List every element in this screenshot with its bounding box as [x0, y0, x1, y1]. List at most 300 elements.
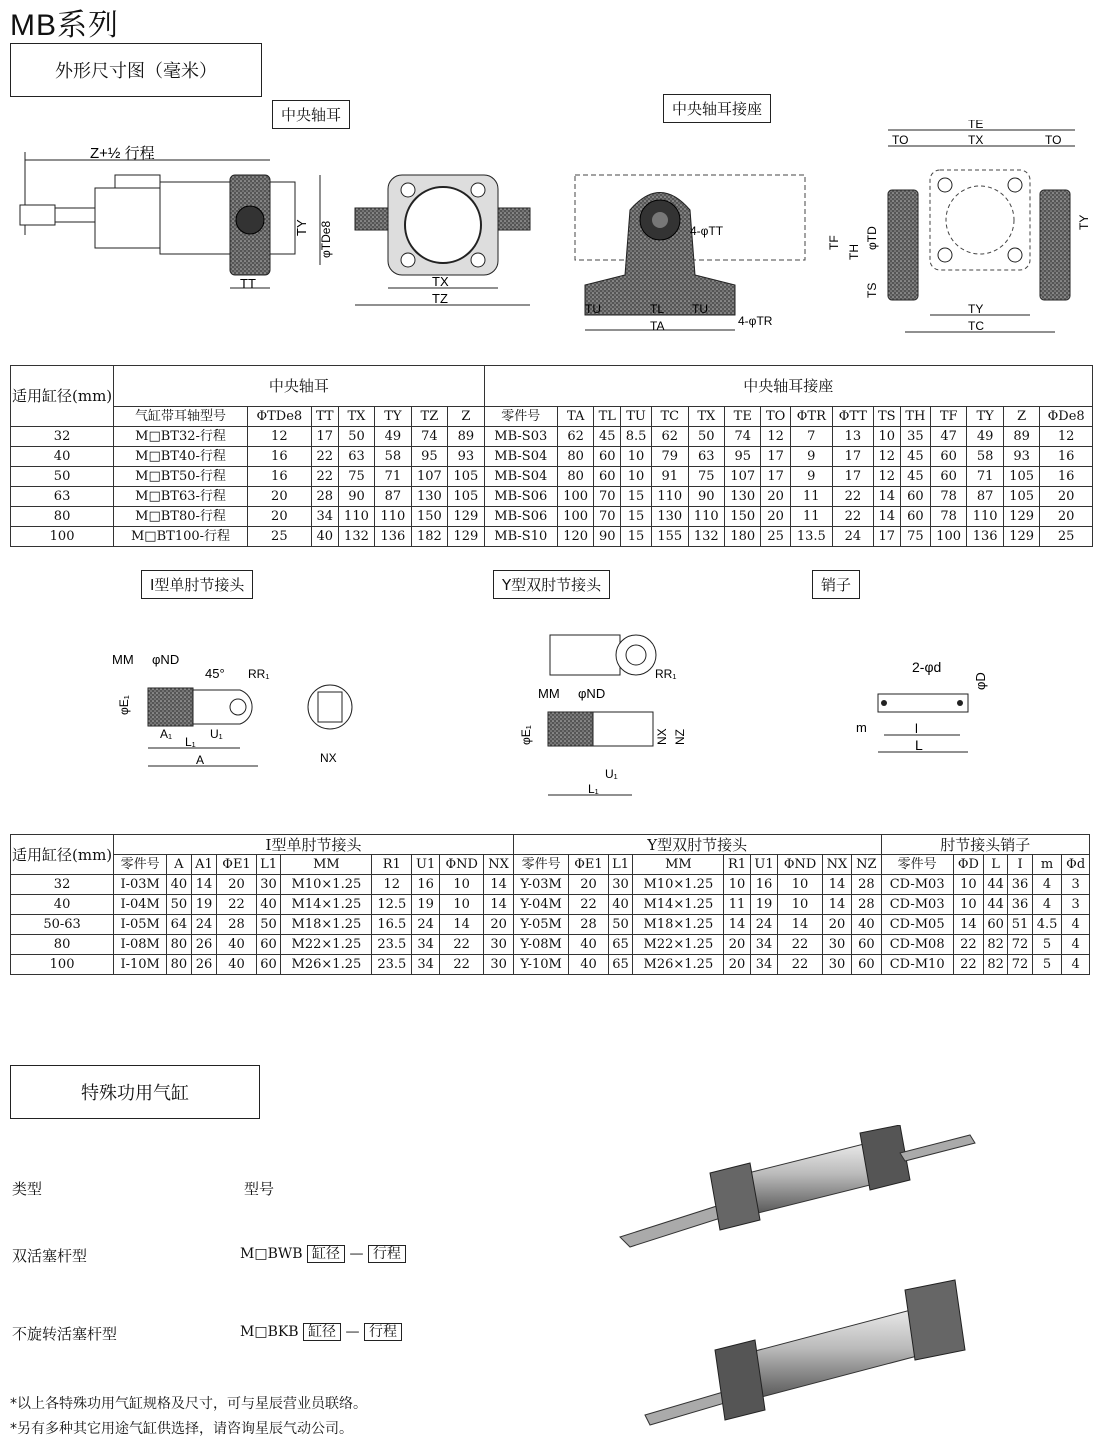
table-cell: 17 — [832, 467, 873, 487]
table-cell: 40 — [608, 895, 633, 915]
table-cell: 80 — [11, 507, 114, 527]
table-cell: 129 — [1003, 507, 1039, 527]
table-cell: 14 — [822, 875, 852, 895]
table-cell: 16 — [247, 447, 311, 467]
table-cell: 110 — [652, 487, 688, 507]
table-cell: 90 — [338, 487, 374, 507]
te-label: TE — [968, 120, 984, 131]
tde8-label: φTDe8 — [319, 220, 333, 258]
table-cell: 82 — [983, 935, 1007, 955]
table-cell: 20 — [822, 915, 852, 935]
table-cell: 22 — [311, 467, 338, 487]
table-cell: 4.5 — [1032, 915, 1062, 935]
type-double-rod: 双活塞杆型 — [12, 1247, 88, 1265]
table-cell: 14 — [724, 915, 750, 935]
table2-col-header: R1 — [372, 855, 412, 875]
bracket-tag: 中央轴耳接座 — [663, 94, 771, 123]
table-cell: 40 — [11, 447, 114, 467]
tt-label: TT — [240, 276, 256, 291]
table-cell: 16 — [1040, 467, 1093, 487]
a1-label: A₁ — [160, 727, 173, 741]
table-cell: 100 — [11, 955, 114, 975]
trunnion-front-view — [294, 175, 530, 306]
table-cell: 26 — [191, 955, 217, 975]
table-cell: Y-10M — [513, 955, 568, 975]
table-cell: 34 — [750, 935, 778, 955]
rr-label: RR₁ — [248, 667, 270, 681]
table-cell: 100 — [557, 487, 593, 507]
table-cell: 180 — [725, 527, 761, 547]
table-cell: 75 — [688, 467, 724, 487]
table-cell: 91 — [652, 467, 688, 487]
table-cell: 20 — [247, 487, 311, 507]
trunnion-tag: 中央轴耳 — [272, 100, 350, 129]
table-cell: 87 — [375, 487, 411, 507]
table-cell: 74 — [411, 427, 447, 447]
bracket-front-view — [827, 120, 1091, 333]
table-cell: 60 — [983, 915, 1007, 935]
table-cell: I-03M — [114, 875, 167, 895]
table-cell: 13 — [832, 427, 873, 447]
table-cell: 75 — [338, 467, 374, 487]
table-row — [11, 447, 1093, 467]
z-stroke-label: Z+½ 行程 — [90, 145, 155, 162]
table-cell: 95 — [725, 447, 761, 467]
table-row — [11, 507, 1093, 527]
bore-box: 缸径 — [303, 1323, 341, 1341]
table2-col-header: L1 — [256, 855, 281, 875]
trunnion-dimension-table — [10, 365, 1093, 547]
note-1: *以上各特殊功用气缸规格及尺寸，可与星辰营业员联络。 — [10, 1396, 367, 1412]
tl-label: TL — [650, 302, 665, 316]
table-cell: 25 — [761, 527, 790, 547]
table-cell: 12 — [873, 447, 900, 467]
table-cell: 16 — [1040, 447, 1093, 467]
bore-header: 适用缸径(mm) — [11, 366, 114, 427]
stroke-box: 行程 — [368, 1245, 406, 1263]
type-non-rotating: 不旋转活塞杆型 — [12, 1325, 118, 1343]
u1-label-2: U₁ — [605, 767, 618, 781]
table-cell: 89 — [448, 427, 484, 447]
table-cell: 44 — [983, 875, 1007, 895]
table-cell: CD-M05 — [881, 915, 953, 935]
table-row — [11, 527, 1093, 547]
tu-label: TU — [585, 302, 601, 316]
table1-col-header: TY — [375, 407, 411, 427]
table-cell: M□BT32-行程 — [114, 427, 248, 447]
table-cell: 80 — [167, 955, 191, 975]
table-cell: 10 — [621, 467, 652, 487]
double-rod-cylinder-photo — [620, 1125, 975, 1247]
table-cell: 17 — [761, 467, 790, 487]
table-cell: 16 — [750, 875, 778, 895]
table-cell: 20 — [484, 915, 514, 935]
table-cell: 4 — [1032, 895, 1062, 915]
dash: — — [345, 1324, 360, 1340]
table2-col-header: L — [983, 855, 1007, 875]
table1-col-header: ΦDe8 — [1040, 407, 1093, 427]
table1-col-header: TS — [873, 407, 900, 427]
table-cell: 130 — [411, 487, 447, 507]
table-cell: 70 — [594, 507, 621, 527]
table2-col-header: A — [167, 855, 191, 875]
bore-header-2: 适用缸径(mm) — [11, 835, 114, 875]
table-cell: CD-M08 — [881, 935, 953, 955]
table-cell: 82 — [983, 955, 1007, 975]
table-cell: 155 — [652, 527, 688, 547]
table1-col-header: TA — [557, 407, 593, 427]
table-cell: 60 — [594, 447, 621, 467]
table-cell: MB-S06 — [484, 507, 557, 527]
table-cell: 45 — [900, 467, 930, 487]
table-cell: 30 — [256, 875, 281, 895]
table-row — [11, 935, 1090, 955]
table-cell: 14 — [484, 895, 514, 915]
table-cell: 80 — [11, 935, 114, 955]
table-cell: 129 — [1003, 527, 1039, 547]
table-cell: 14 — [484, 875, 514, 895]
mm-label: MM — [112, 652, 134, 667]
table-cell: MB-S04 — [484, 467, 557, 487]
table-cell: 3 — [1062, 895, 1090, 915]
table-cell: 60 — [900, 507, 930, 527]
table-cell: 14 — [953, 915, 983, 935]
table-cell: 63 — [338, 447, 374, 467]
table-cell: 25 — [247, 527, 311, 547]
tr4-label: 4-φTR — [738, 314, 773, 328]
table-cell: 49 — [375, 427, 411, 447]
table-cell: 62 — [652, 427, 688, 447]
table-cell: 95 — [411, 447, 447, 467]
nx-label: NX — [320, 751, 337, 765]
table1-col-header: 零件号 — [484, 407, 557, 427]
table-cell: 90 — [594, 527, 621, 547]
table-cell: 34 — [750, 955, 778, 975]
table-cell: MB-S04 — [484, 447, 557, 467]
table-cell: 110 — [967, 507, 1003, 527]
table2-col-header: 零件号 — [881, 855, 953, 875]
table-cell: 19 — [412, 895, 440, 915]
table-cell: 60 — [852, 955, 881, 975]
table-cell: 78 — [930, 507, 966, 527]
table-cell: 26 — [191, 935, 217, 955]
table-cell: M14×1.25 — [633, 895, 724, 915]
ta-label: TA — [650, 319, 665, 333]
table-cell: 105 — [448, 487, 484, 507]
table-cell: 40 — [217, 955, 256, 975]
table-cell: 132 — [338, 527, 374, 547]
table-cell: 5 — [1032, 955, 1062, 975]
d2-label: 2-φd — [912, 659, 942, 675]
table1-col-header: Z — [448, 407, 484, 427]
table-cell: 40 — [311, 527, 338, 547]
tt4-label: 4-φTT — [690, 224, 724, 238]
cylinder-photos — [600, 1125, 1000, 1445]
table-cell: I-10M — [114, 955, 167, 975]
table-row — [11, 955, 1090, 975]
table-cell: 136 — [375, 527, 411, 547]
type-header: 类型 — [12, 1180, 43, 1198]
table-cell: 50 — [608, 915, 633, 935]
table2-col-header: m — [1032, 855, 1062, 875]
table-cell: 182 — [411, 527, 447, 547]
table-cell: 75 — [900, 527, 930, 547]
table-cell: 30 — [822, 955, 852, 975]
ty-label: TY — [294, 219, 309, 236]
table-cell: 80 — [167, 935, 191, 955]
table1-col-header: ΦTDe8 — [247, 407, 311, 427]
table-cell: 28 — [217, 915, 256, 935]
ty-label-2: TY — [1077, 214, 1091, 230]
table-cell: 10 — [778, 875, 822, 895]
tz-label: TZ — [432, 291, 448, 306]
table-cell: 60 — [594, 467, 621, 487]
table-cell: 15 — [621, 527, 652, 547]
table-cell: 110 — [375, 507, 411, 527]
bracket-3d-view — [575, 175, 805, 333]
table1-col-header: TY — [967, 407, 1003, 427]
model-double-rod — [240, 1245, 406, 1263]
table-cell: 89 — [1003, 427, 1039, 447]
table-cell: 10 — [440, 895, 484, 915]
table-cell: 30 — [484, 955, 514, 975]
table-cell: 12 — [372, 875, 412, 895]
table-cell: 22 — [311, 447, 338, 467]
table-cell: 28 — [569, 915, 608, 935]
table-cell: 7 — [790, 427, 832, 447]
table-cell: M18×1.25 — [281, 915, 372, 935]
table-cell: M□BT100-行程 — [114, 527, 248, 547]
table-cell: 10 — [621, 447, 652, 467]
table-cell: 20 — [724, 955, 750, 975]
table-cell: CD-M10 — [881, 955, 953, 975]
table-cell: 40 — [167, 875, 191, 895]
table-cell: 132 — [688, 527, 724, 547]
bore-box: 缸径 — [307, 1245, 345, 1263]
table-cell: 28 — [311, 487, 338, 507]
table-cell: 130 — [725, 487, 761, 507]
table-cell: 63 — [11, 487, 114, 507]
table-cell: CD-M03 — [881, 875, 953, 895]
table2-col-header: ΦD — [953, 855, 983, 875]
table-cell: 14 — [191, 875, 217, 895]
table-cell: 20 — [569, 875, 608, 895]
table2-col-header: I — [1008, 855, 1032, 875]
table-cell: 35 — [900, 427, 930, 447]
table-cell: 72 — [1008, 935, 1032, 955]
table-cell: 14 — [778, 915, 822, 935]
table-cell: M□BT63-行程 — [114, 487, 248, 507]
nz-label: NZ — [673, 729, 687, 745]
table-cell: 10 — [953, 875, 983, 895]
table-cell: 15 — [621, 487, 652, 507]
table1-col-header: TC — [652, 407, 688, 427]
table-cell: 80 — [557, 467, 593, 487]
table-cell: 32 — [11, 427, 114, 447]
table-cell: 129 — [448, 527, 484, 547]
table-cell: 4 — [1062, 915, 1090, 935]
table-cell: 9 — [790, 447, 832, 467]
table-cell: 93 — [1003, 447, 1039, 467]
trunnion-header: 中央轴耳 — [114, 366, 484, 407]
table-cell: M10×1.25 — [281, 875, 372, 895]
table-cell: 4 — [1062, 935, 1090, 955]
table-cell: 105 — [448, 467, 484, 487]
table-cell: M18×1.25 — [633, 915, 724, 935]
table-cell: 71 — [375, 467, 411, 487]
table-cell: 78 — [930, 487, 966, 507]
table-cell: I-04M — [114, 895, 167, 915]
table-cell: 20 — [217, 875, 256, 895]
table2-col-header: U1 — [750, 855, 778, 875]
table-cell: 12 — [873, 467, 900, 487]
table-cell: 20 — [1040, 507, 1093, 527]
tf-label: TF — [827, 235, 841, 250]
table-cell: 4 — [1032, 875, 1062, 895]
table-cell: 8.5 — [621, 427, 652, 447]
nx-label-2: NX — [655, 728, 669, 745]
table-cell: 12 — [247, 427, 311, 447]
table-cell: 24 — [191, 915, 217, 935]
table1-col-header: TO — [761, 407, 790, 427]
table-cell: 105 — [1003, 487, 1039, 507]
table-cell: 34 — [412, 955, 440, 975]
table-cell: 10 — [778, 895, 822, 915]
table2-col-header: NX — [822, 855, 852, 875]
table-cell: 100 — [11, 527, 114, 547]
table-cell: 22 — [440, 935, 484, 955]
i-joint-header: I型单肘节接头 — [114, 835, 514, 855]
table-cell: 60 — [852, 935, 881, 955]
table-cell: 22 — [953, 955, 983, 975]
table-cell: 107 — [725, 467, 761, 487]
mm-label-2: MM — [538, 686, 560, 701]
table2-col-header: NX — [484, 855, 514, 875]
pin-header: 肘节接头销子 — [881, 835, 1089, 855]
table-cell: 13.5 — [790, 527, 832, 547]
table2-col-header: NZ — [852, 855, 881, 875]
y-joint-diagram — [519, 635, 687, 796]
th-label: TH — [847, 244, 861, 260]
pin-tag: 销子 — [812, 570, 860, 599]
table-cell: 10 — [440, 875, 484, 895]
table-cell: 16 — [247, 467, 311, 487]
table2-col-header: MM — [633, 855, 724, 875]
table-cell: 14 — [822, 895, 852, 915]
table-cell: MB-S03 — [484, 427, 557, 447]
table-row — [11, 467, 1093, 487]
td-label: φTD — [865, 226, 879, 250]
table-row — [11, 427, 1093, 447]
table-cell: 40 — [256, 895, 281, 915]
table-row — [11, 895, 1090, 915]
table-cell: 50 — [11, 467, 114, 487]
table-cell: 136 — [967, 527, 1003, 547]
table2-col-header: ΦND — [440, 855, 484, 875]
table-cell: 120 — [557, 527, 593, 547]
table-cell: 60 — [930, 447, 966, 467]
table-cell: 23.5 — [372, 935, 412, 955]
table1-col-header: TX — [338, 407, 374, 427]
table-cell: 20 — [724, 935, 750, 955]
bracket-header: 中央轴耳接座 — [484, 366, 1092, 407]
table-cell: 45 — [594, 427, 621, 447]
to-label-right: TO — [1045, 133, 1062, 147]
table-cell: 60 — [930, 467, 966, 487]
top-diagrams — [0, 120, 1099, 360]
tx-label-2: TX — [968, 133, 984, 147]
table-cell: 22 — [217, 895, 256, 915]
table-cell: 30 — [822, 935, 852, 955]
table-cell: 19 — [750, 895, 778, 915]
table2-col-header: L1 — [608, 855, 633, 875]
table-cell: 64 — [167, 915, 191, 935]
table-cell: I-05M — [114, 915, 167, 935]
table-cell: 87 — [967, 487, 1003, 507]
table1-col-header: ΦTT — [832, 407, 873, 427]
table-cell: 10 — [724, 875, 750, 895]
table-cell: 11 — [790, 507, 832, 527]
table-cell: 40 — [11, 895, 114, 915]
table-cell: 51 — [1008, 915, 1032, 935]
l1-label-2: L₁ — [588, 782, 599, 796]
table-cell: 15 — [621, 507, 652, 527]
table-cell: MB-S06 — [484, 487, 557, 507]
page-title: MB系列 — [10, 9, 119, 42]
table-cell: 22 — [832, 487, 873, 507]
table-cell: 40 — [569, 935, 608, 955]
table-cell: 50 — [338, 427, 374, 447]
table-cell: 20 — [247, 507, 311, 527]
e1-label: φE₁ — [117, 695, 131, 715]
table1-col-header: TT — [311, 407, 338, 427]
table1-col-header: Z — [1003, 407, 1039, 427]
non-rotating-cylinder-photo — [645, 1280, 965, 1425]
table1-col-header: TX — [688, 407, 724, 427]
rr-label-2: RR₁ — [655, 667, 677, 681]
table-cell: 107 — [411, 467, 447, 487]
table-cell: M□BT80-行程 — [114, 507, 248, 527]
table-cell: 40 — [569, 955, 608, 975]
table-cell: 129 — [448, 507, 484, 527]
table-cell: 58 — [375, 447, 411, 467]
nd-label: φND — [152, 652, 180, 667]
table-cell: 62 — [557, 427, 593, 447]
table-cell: M□BT40-行程 — [114, 447, 248, 467]
table-cell: 12 — [1040, 427, 1093, 447]
joint-diagrams — [0, 600, 1099, 830]
table-cell: 24 — [412, 915, 440, 935]
table-cell: 60 — [900, 487, 930, 507]
table2-col-header: ΦE1 — [569, 855, 608, 875]
y-joint-header: Y型双肘节接头 — [513, 835, 881, 855]
table-cell: Y-08M — [513, 935, 568, 955]
table-cell: 14 — [873, 487, 900, 507]
deg-label: 45° — [205, 666, 225, 681]
table-cell: 130 — [652, 507, 688, 527]
table-cell: 79 — [652, 447, 688, 467]
table-cell: 90 — [688, 487, 724, 507]
l-label: l — [915, 721, 918, 736]
table-cell: M26×1.25 — [633, 955, 724, 975]
table-cell: 22 — [953, 935, 983, 955]
table-cell: I-08M — [114, 935, 167, 955]
table-cell: 36 — [1008, 875, 1032, 895]
table-cell: 22 — [778, 955, 822, 975]
table-cell: 25 — [1040, 527, 1093, 547]
ts-label: TS — [865, 282, 879, 298]
tc-label: TC — [968, 319, 984, 333]
